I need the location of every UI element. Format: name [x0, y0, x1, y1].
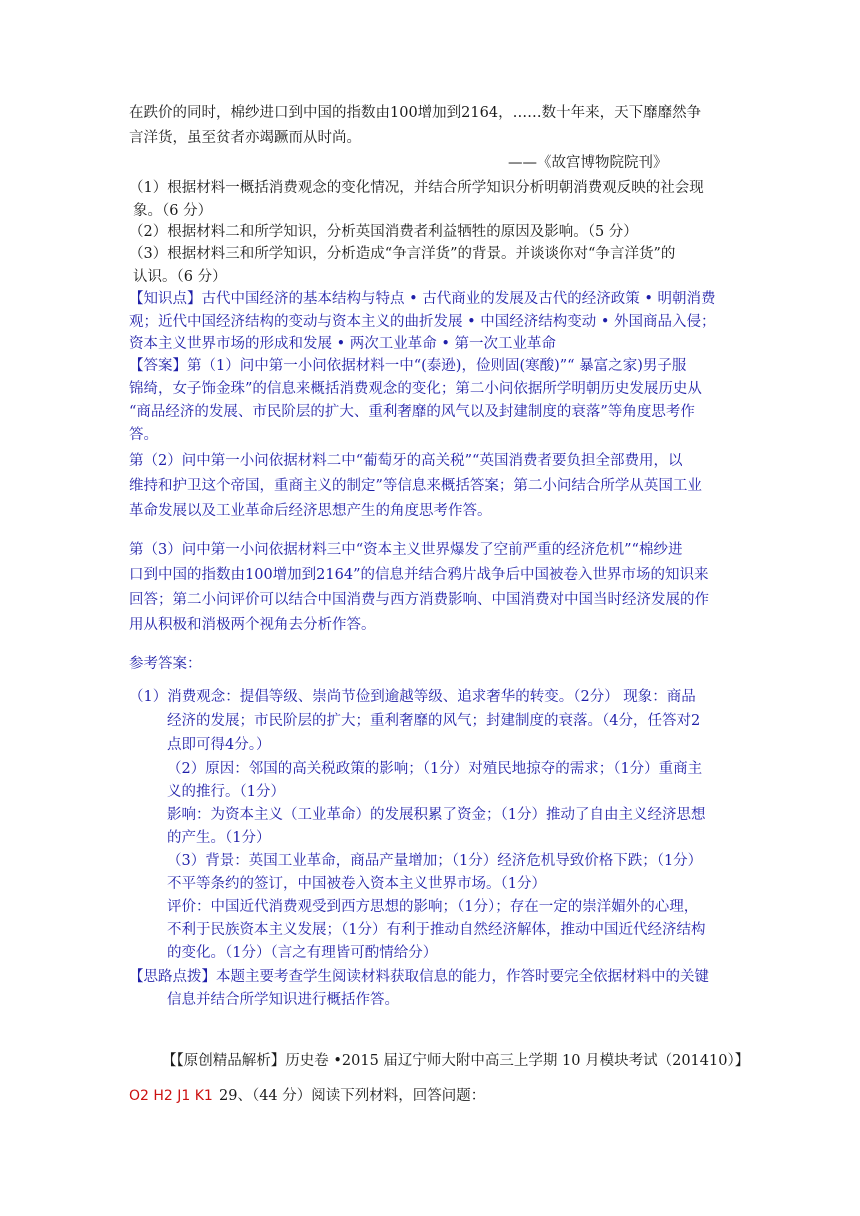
knowledge-line-3: 资本主义世界市场的形成和发展 • 两次工业革命 • 第一次工业革命 — [129, 336, 557, 352]
reference-1-line-2: 经济的发展；市民阶层的扩大；重利奢靡的风气；封建制度的衰落。（4分，任答对2 — [167, 713, 701, 729]
material-source: ——《故宫博物院院刊》 — [508, 155, 668, 171]
reference-2-line-2: 义的推行。（1分） — [167, 784, 285, 800]
reference-1-line-3: 点即可得4分。） — [167, 737, 271, 753]
answer-p3-line-3: 回答；第二小问评价可以结合中国消费与西方消费影响、中国消费对中国当时经济发展的作 — [129, 592, 709, 608]
answer-p3-line-4: 用从积极和消极两个视角去分析作答。 — [129, 617, 376, 633]
reference-2-line-1: （2）原因：邻国的高关税政策的影响；（1分）对殖民地掠夺的需求；（1分）重商主 — [167, 761, 703, 777]
question-1-line-1: （1）根据材料一概括消费观念的变化情况，并结合所学知识分析明朝消费观反映的社会现 — [129, 180, 704, 196]
reference-3-line-1: （3）背景：英国工业革命，商品产量增加；（1分）经济危机导致价格下跌；（1分） — [167, 853, 703, 869]
material-line-1: 在跌价的同时，棉纱进口到中国的指数由100增加到2164，……数十年来，天下靡靡然争 — [129, 105, 702, 121]
answer-p2-line-1: 第（2）问中第一小问依据材料二中“葡萄牙的高关税”“英国消费者要负担全部费用，以 — [129, 453, 683, 469]
approach-line-2: 信息并结合所学知识进行概括作答。 — [167, 992, 399, 1008]
answer-p3-line-2: 口到中国的指数由100增加到2164”的信息并结合鸦片战争后中国被卷入世界市场的知识来 — [129, 567, 709, 583]
question-1-line-2: 象。（6 分） — [133, 203, 213, 219]
reference-2-line-4: 的产生。（1分） — [167, 830, 271, 846]
answer-line-3: “商品经济的发展、市民阶层的扩大、重利奢靡的风气以及封建制度的衰落”等角度思考作 — [129, 404, 695, 420]
next-exam-header: 【【原创精品解析】历史卷 •2015 届辽宁师大附中高三上学期 10 月模块考试（201410）】 — [162, 1053, 750, 1069]
reference-3-line-2: 不平等条约的签订，中国被卷入资本主义世界市场。（1分） — [167, 876, 546, 892]
reference-3-line-4: 不利于民族资本主义发展；（1分）有利于推动自然经济解体，推动中国近代经济结构 — [167, 922, 706, 938]
answer-line-1: 【答案】第（1）问中第一小问依据材料一中“(泰逊)，俭则固(寒酸)”“ 暴富之家)男子服 — [129, 358, 687, 374]
reference-1-line-1: （1）消费观念：提倡等级、崇尚节俭到逾越等级、追求奢华的转变。（2分） 现象：商品 — [129, 689, 696, 705]
answer-line-4: 答。 — [129, 427, 158, 443]
question-3-line-2: 认识。（6 分） — [133, 269, 227, 285]
answer-p2-line-3: 革命发展以及工业革命后经济思想产生的角度思考作答。 — [129, 503, 492, 519]
knowledge-line-1: 【知识点】古代中国经济的基本结构与特点 • 古代商业的发展及古代的经济政策 • 明朝消费 — [129, 291, 716, 307]
answer-line-2: 锦绮，女子饰金珠”的信息来概括消费观念的变化；第二小问依据所学明朝历史发展历史从 — [129, 381, 702, 397]
material-line-2: 言洋货，虽至贫者亦竭蹶而从时尚。 — [129, 130, 361, 146]
reference-title: 参考答案： — [129, 656, 202, 672]
knowledge-line-2: 观；近代中国经济结构的变动与资本主义的曲折发展 • 中国经济结构变动 • 外国商品入侵； — [129, 314, 716, 330]
reference-3-line-5: 的变化。（1分）（言之有理皆可酌情给分） — [167, 945, 438, 961]
approach-line-1: 【思路点拨】本题主要考查学生阅读材料获取信息的能力，作答时要完全依据材料中的关键 — [129, 969, 709, 985]
answer-p2-line-2: 维持和护卫这个帝国，重商主义的制定”等信息来概括答案；第二小问结合所学从英国工业 — [129, 478, 702, 494]
reference-3-line-3: 评价：中国近代消费观受到西方思想的影响；（1分）；存在一定的崇洋媚外的心理， — [167, 899, 699, 915]
next-question: 29、（44 分）阅读下列材料，回答问题： — [219, 1088, 486, 1104]
answer-p3-line-1: 第（3）问中第一小问依据材料三中“资本主义世界爆发了空前严重的经济危机”“棉纱进 — [129, 542, 683, 558]
question-2-line-1: （2）根据材料二和所学知识，分析英国消费者利益牺牲的原因及影响。（5 分） — [129, 224, 638, 240]
knowledge-codes: O2 H2 J1 K1 — [129, 1088, 213, 1104]
question-3-line-1: （3）根据材料三和所学知识，分析造成“争言洋货”的背景。并谈谈你对“争言洋货”的 — [129, 246, 676, 262]
reference-2-line-3: 影响：为资本主义（工业革命）的发展积累了资金；（1分）推动了自由主义经济思想 — [167, 807, 706, 823]
